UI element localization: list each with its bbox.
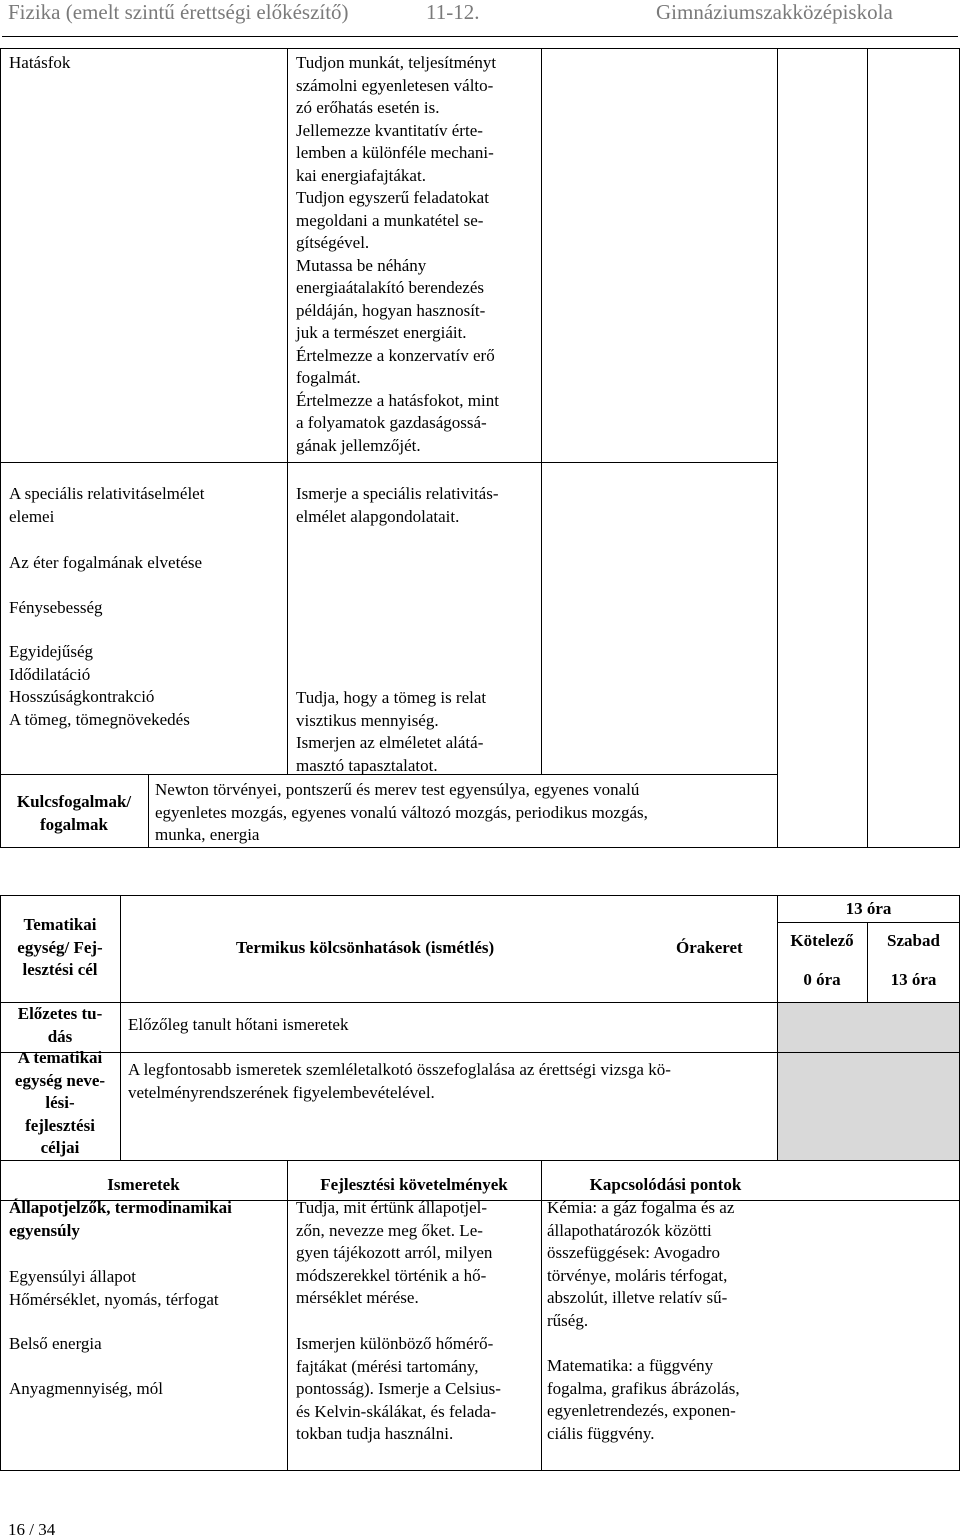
links-chemistry: Kémia: a gáz fogalma és az állapothatározók közötti összefüggések: Avogadro törvénye, moláris térfogat, abszolút, illetve relatív sű- rűség. bbox=[547, 1198, 735, 1330]
development-req-1: Tudja, mit értünk állapotjel- zőn, nevezze meg őket. Le- gyen tájékozott arról, milyen módszerekkel történik a hő- mérséklet mérése. bbox=[296, 1198, 493, 1307]
topic-speed-of-light: Fénysebesség bbox=[9, 598, 103, 617]
col-divider bbox=[541, 1160, 542, 1470]
hours-label: Órakeret bbox=[676, 938, 743, 957]
requirements-mass: Tudja, hogy a tömeg is relat visztikus mennyiség. Ismerjen az elméletet alátá- masztó tapasztalatot. bbox=[296, 688, 487, 775]
goals-text: A legfontosabb ismeretek szemléletalkotó összefoglalása az érettségi vizsga kö- vetelményrendszerének figyelembevételével. bbox=[128, 1060, 671, 1102]
page-number: 16 / 34 bbox=[8, 1520, 56, 1538]
col-divider bbox=[287, 1160, 288, 1470]
header-school: Gimnáziumszakközépiskola bbox=[656, 0, 893, 24]
row-divider bbox=[0, 1002, 960, 1003]
unit-label: Tematikai egység/ Fej- lesztési cél bbox=[17, 915, 103, 979]
total-hours: 13 óra bbox=[845, 899, 892, 918]
goals-label: A tematikai egység neve- lési- fejlesztési céljai bbox=[14, 1048, 106, 1157]
col-divider bbox=[120, 895, 121, 1160]
free-hours: 13 óra bbox=[890, 970, 937, 989]
topic-simultaneity: Egyidejűség Idődilatáció Hosszúságkontrakció A tömeg, tömegnövekedés bbox=[9, 642, 190, 729]
free-label: Szabad bbox=[887, 931, 940, 950]
header-subject: Fizika (emelt szintű érettségi előkészítő) bbox=[8, 0, 349, 24]
col-divider bbox=[541, 48, 542, 774]
key-concepts-label: Kulcsfogalmak/ fogalmak bbox=[16, 792, 132, 834]
prior-knowledge-label: Előzetes tu- dás bbox=[17, 1004, 103, 1046]
col-divider bbox=[287, 48, 288, 774]
gray-cell bbox=[777, 1052, 960, 1160]
requirements-table-continued bbox=[0, 48, 960, 848]
col-header-links: Kapcsolódási pontok bbox=[589, 1175, 742, 1194]
requirements-efficiency: Tudjon munkát, teljesítményt számolni egyenletesen válto- zó erőhatás esetén is. Jellemezze kvantitatív érte- lemben a különféle mechani- kai energiafajtákat. Tudjon egyszerű feladatokat megoldani a munkatétel se- gítségével. Mutassa be néhány energiaátalakító berendezés példáján, hogyan hasznosít- juk a természet energiáit. Értelmezze a konzervatív erő fogalmát. Értelmezze a hatásfokot, mint a folyamatok gazdaságossá- gának jellemzőjét. bbox=[296, 53, 499, 455]
topic-efficiency: Hatásfok bbox=[9, 53, 71, 72]
mandatory-label: Kötelező bbox=[790, 931, 854, 950]
knowledge-item-internal-energy: Belső energia bbox=[9, 1334, 102, 1353]
col-divider bbox=[867, 48, 868, 848]
mandatory-hours: 0 óra bbox=[803, 970, 841, 989]
gray-cell bbox=[777, 1002, 960, 1052]
prior-knowledge-text: Előzőleg tanult hőtani ismeretek bbox=[128, 1015, 349, 1034]
requirements-special-relativity: Ismerje a speciális relativitás- elmélet alapgondolatait. bbox=[296, 484, 499, 526]
row-divider bbox=[0, 1160, 960, 1161]
key-concepts-text: Newton törvényei, pontszerű és merev test egyensúlya, egyenes vonalú egyenletes mozgás, egyenes vonalú változó mozgás, periodikus mozgás, munka, energia bbox=[155, 780, 648, 844]
page-header bbox=[0, 0, 960, 36]
knowledge-item-amount-of-substance: Anyagmennyiség, mól bbox=[9, 1379, 163, 1398]
topic-special-relativity: A speciális relativitáselmélet elemei bbox=[9, 484, 205, 526]
row-divider bbox=[777, 922, 960, 923]
row-divider bbox=[0, 462, 777, 463]
header-rule bbox=[2, 36, 958, 37]
topic-ether: Az éter fogalmának elvetése bbox=[9, 553, 203, 572]
col-divider bbox=[777, 48, 778, 848]
header-grades: 11-12. bbox=[426, 0, 480, 24]
thermal-interactions-table bbox=[0, 895, 960, 1470]
knowledge-item-equilibrium: Egyensúlyi állapot Hőmérséklet, nyomás, térfogat bbox=[9, 1267, 219, 1309]
row-divider bbox=[0, 1470, 960, 1471]
unit-title: Termikus kölcsönhatások (ismétlés) bbox=[236, 938, 495, 957]
links-math: Matematika: a függvény fogalma, grafikus ábrázolás, egyenletrendezés, exponen- ciális függvény. bbox=[547, 1356, 740, 1443]
row-divider bbox=[0, 895, 960, 896]
knowledge-title: Állapotjelzők, termodinamikai egyensúly bbox=[9, 1198, 232, 1240]
col-divider bbox=[148, 774, 149, 848]
development-req-2: Ismerjen különböző hőmérő- fajtákat (mérési tartomány, pontosság). Ismerje a Celsius- és Kelvin-skálákat, és felada- tokban tudja használni. bbox=[296, 1334, 501, 1443]
col-header-knowledge: Ismeretek bbox=[107, 1175, 180, 1194]
col-header-development: Fejlesztési követelmények bbox=[320, 1175, 508, 1194]
row-divider bbox=[0, 1052, 960, 1053]
